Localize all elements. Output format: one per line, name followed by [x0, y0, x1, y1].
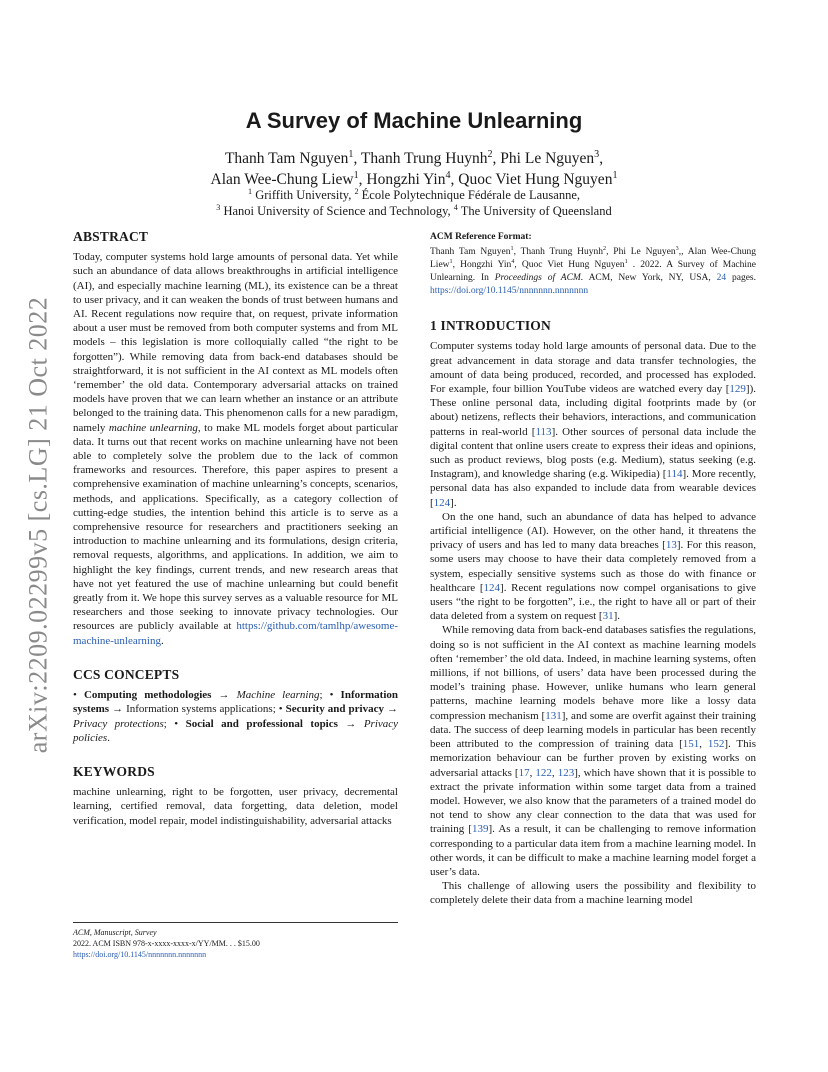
intro-heading: 1 INTRODUCTION — [430, 318, 551, 334]
intro-text: ]. Recent regulations now compel organisations to give users “the right to be forgotten”, i.e., the right to have all or part of their data deleted from a system on request [ — [430, 581, 756, 623]
intro-paragraph-2 — [430, 510, 756, 624]
abstract-emphasis: machine unlearning — [108, 421, 198, 434]
author-name: , Hongzhi Yin — [358, 171, 446, 188]
author-affil-mark: 2 — [487, 148, 493, 160]
acm-ref-mark: 1 — [510, 246, 514, 253]
ccs-sep: ; — [163, 717, 175, 730]
ccs-sep: . — [107, 731, 110, 744]
ccs-concepts — [73, 688, 398, 745]
arrow-icon: → — [211, 689, 237, 702]
citation-link[interactable]: 122 — [535, 766, 552, 779]
intro-text: , — [551, 766, 558, 779]
acm-ref-mark: 1 — [449, 259, 453, 266]
acm-ref-heading: ACM Reference Format: — [430, 232, 532, 242]
left-column — [73, 230, 398, 828]
abstract-heading: ABSTRACT — [73, 229, 149, 244]
citation-link[interactable]: 17 — [518, 766, 530, 779]
affiliation-line-2 — [0, 203, 828, 219]
acm-ref-mark: 1 — [624, 259, 628, 266]
citation-link[interactable]: 123 — [557, 766, 575, 779]
citation-link[interactable]: 31 — [602, 610, 614, 623]
author-affil-mark: 1 — [348, 148, 354, 160]
author-affil-mark: 1 — [612, 169, 618, 181]
affiliation: The University of Queensland — [457, 204, 612, 218]
acm-ref-text — [430, 246, 756, 298]
intro-text: Computer systems today hold large amounts of personal data. Due to the great advancement in data storage and data transfer technologies, the amount of data being produced, recorded, and processed has exploded. For example, four billion YouTube videos are watched every day [ — [430, 340, 756, 396]
affiliation-line-1 — [0, 187, 828, 203]
ccs-bullet: • — [278, 703, 286, 716]
affiliation: Hanoi University of Science and Technology, — [220, 204, 454, 218]
affiliation: École Polytechnique Fédérale de Lausanne, — [358, 188, 580, 202]
footnote-venue: ACM, Manuscript, Survey — [73, 928, 157, 937]
paper-title: A Survey of Machine Unlearning — [245, 108, 583, 133]
author-affil-mark: 4 — [445, 169, 451, 181]
acm-ref-part: Thanh Tam Nguyen — [430, 247, 511, 258]
acm-ref-part: ACM, New York, NY, USA, — [583, 273, 717, 284]
author-line-1 — [0, 148, 828, 169]
arrow-icon: → — [109, 703, 127, 716]
arrow-icon: → — [337, 717, 364, 730]
abstract-end: . — [160, 634, 164, 647]
affiliation: Griffith University, — [252, 188, 355, 202]
author-name: , Quoc Viet Hung Nguyen — [450, 171, 613, 188]
ccs-category: Social and professional topics — [185, 717, 338, 730]
footnote — [73, 922, 398, 960]
acm-ref-part: , Hongzhi Yin — [452, 260, 512, 271]
right-column — [430, 230, 756, 908]
arrow-icon: → — [383, 703, 399, 716]
intro-paragraph-3 — [430, 623, 756, 879]
ccs-category: Security and privacy — [285, 703, 384, 716]
author-affil-mark: 3 — [594, 148, 600, 160]
ccs-subcategory: Machine learning — [236, 689, 320, 702]
acm-ref-part: pages. — [726, 273, 756, 284]
intro-text: ]. This memorization behaviour can be further proven by existing works on adversarial attacks [ — [430, 738, 756, 779]
intro-text: ], and some are overfit against their training data. The success of deep learning models in particular has been recently been attributed to the compression of training data [ — [430, 709, 756, 751]
author-list — [0, 148, 828, 190]
citation-link[interactable]: 151 — [682, 738, 700, 751]
citation-link[interactable]: 129 — [729, 383, 746, 396]
intro-text: ]). These online personal data, including digital footprints made by (or about) netizens, reflects their behaviors, interactions, and communication patterns in real-world [ — [430, 383, 756, 438]
intro-text: , — [699, 738, 708, 751]
citation-link[interactable]: 114 — [666, 468, 683, 481]
affil-mark: 1 — [248, 186, 253, 196]
author-name: , Thanh Trung Huynh — [353, 150, 488, 167]
acm-ref-mark: 4 — [511, 259, 515, 266]
citation-link[interactable]: 131 — [545, 709, 562, 722]
abstract-text — [73, 250, 398, 648]
ccs-subcategory: Privacy policies — [73, 717, 399, 744]
github-link[interactable]: https://github.com/tamlhp/awesome-machine-unlearning — [73, 620, 398, 647]
intro-paragraph-4: This challenge of allowing users the possibility and flexibility to completely delete their data from a machine learning model — [430, 880, 756, 907]
acm-ref-doi-link[interactable]: https://doi.org/10.1145/nnnnnnn.nnnnnnn — [430, 286, 589, 297]
footnote-isbn: 2022. ACM ISBN 978-x-xxxx-xxxx-x/YY/MM. . . $15.00 — [73, 939, 260, 948]
abstract-body: Today, computer systems hold large amounts of personal data. Yet while such an abundance of data allows breakthroughs in artificial intelligence (AI), and especially machine learning (ML), its existence can be a threat to user privacy, and it can weaken the bonds of trust between humans and AI. Recent regulations now require that, on request, private information about a user must be removed from both computer systems and from ML models – this legislation is more colloquially called “the right to be forgotten”). While removing data from back-end databases should be straightforward, it is not sufficient in the AI context as ML models often ‘remember’ the old data. Contemporary adversarial attacks on trained models have proven that we can learn whether an instance or an attribute belonged to the training data. This phenomenon calls for a new paradigm, namely — [73, 251, 398, 434]
intro-text: ]. More recently, personal data has also expanded to include data from wearable devices [ — [430, 468, 756, 509]
ccs-heading: CCS CONCEPTS — [73, 666, 180, 682]
abstract-body: , to make ML models forget about particular data. It turns out that recent works on machine unlearning have not been able to completely solve the problem due to the lack of common frameworks and resources. Therefore, this paper aspires to present a comprehensive examination of machine unlearning’s concepts, scenarios, methods, and applications. Specifically, as a category collection of cutting-edge studies, the intention behind this article is to serve as a comprehensive resource for researchers and practitioners seeking an introduction to machine unlearning and its formulations, design criteria, removal requests, algorithms, and applications. In addition, we aim to highlight the key findings, current trends, and new research areas that have not yet featured the use of machine unlearning but could benefit greatly from it. We hope this survey serves as a valuable resource for ML researchers and those seeking to innovate privacy technologies. Our resources are publicly available at — [73, 421, 399, 633]
ccs-subcategory: Information systems applications — [126, 703, 273, 716]
keywords-heading: KEYWORDS — [73, 763, 155, 779]
acm-ref-part: , Quoc Viet Hung Nguyen — [514, 260, 625, 271]
affil-mark: 3 — [216, 202, 221, 212]
citation-link[interactable]: 139 — [471, 823, 489, 836]
ccs-category: Computing methodologies — [83, 689, 212, 702]
acm-ref-part: , Thanh Trung Huynh — [513, 247, 604, 258]
intro-text: ]. — [613, 610, 621, 623]
intro-text: On the one hand, such an abundance of data has helped to advance artificial intelligence (AI). However, on the other hand, it threatens the privacy of users and has led to many data breaches [ — [430, 510, 756, 552]
author-name: Thanh Tam Nguyen — [224, 150, 349, 167]
arxiv-identifier: arXiv:2209.02299v5 [cs.LG] 21 Oct 2022 — [23, 296, 53, 754]
intro-text: While removing data from back-end databases satisfies the regulations, doing so is not sufficient in the AI context as machine learning models often ‘remember’ the old data. Indeed, in machine learning systems, often millions, if not billions, of users’ data have been processed during the model’s training phase. However, unlike humans who learn general patterns, machine learning models behave more like a lossy data compression mechanism [ — [430, 624, 756, 722]
citation-link[interactable]: 113 — [535, 425, 552, 438]
acm-ref-mark: 3 — [675, 246, 679, 253]
author-name: , Phi Le Nguyen — [492, 150, 595, 167]
citation-link[interactable]: 124 — [433, 496, 451, 509]
acm-ref-mark: 2 — [603, 246, 607, 253]
intro-text: , — [529, 766, 536, 779]
intro-text: ]. — [450, 496, 457, 509]
citation-link[interactable]: 124 — [483, 581, 501, 594]
intro-text: ]. Other sources of personal data include the digital content that online users create to express their ideas and opinions, such as product reviews, blog posts (e.g. Medium), status seeking (e.g. Instagram), and knowledge sharing (e.g. Wikipedia) [ — [430, 425, 756, 481]
acm-ref-part: ,, Alan Wee-Chung Liew — [430, 247, 756, 271]
ccs-subcategory: Privacy protections — [73, 717, 164, 730]
author-affil-mark: 1 — [353, 169, 359, 181]
ccs-bullet: • — [73, 689, 84, 702]
citation-link[interactable]: 13 — [665, 539, 677, 552]
intro-text: ]. For this reason, some users may choose to have their data completely removed from a system, especially sensitive systems such as those do with finance or healthcare [ — [430, 539, 756, 594]
acm-ref-venue: Proceedings of ACM. — [494, 273, 584, 284]
author-sep: , — [599, 150, 604, 167]
author-name: Alan Wee-Chung Liew — [210, 171, 354, 188]
acm-ref-pages-link[interactable]: 24 — [716, 273, 727, 284]
ccs-bullet: • — [174, 717, 186, 730]
acm-ref-part: . 2022. A Survey of Machine Unlearning. In — [430, 260, 756, 284]
affil-mark: 2 — [354, 186, 359, 196]
keywords-text: machine unlearning, right to be forgotten, user privacy, decremental learning, certified removal, data forgetting, data deletion, model verification, model repair, model indistinguishability, adversarial attacks — [73, 786, 398, 827]
ccs-sep: ; — [319, 689, 330, 702]
footnote-doi-link[interactable]: https://doi.org/10.1145/nnnnnnn.nnnnnnn — [73, 950, 207, 959]
ccs-bullet: • — [329, 689, 341, 702]
ccs-sep: ; — [272, 703, 279, 716]
affil-mark: 4 — [453, 202, 458, 212]
arxiv-stamp — [20, 290, 56, 760]
affiliation-list — [0, 187, 828, 219]
intro-text: ], which have shown that it is possible to extract the private information within some target data from a trained model. However, we also know that the parameters of a trained model do not tend to show any clear connection to the data that was used for training [ — [430, 766, 757, 836]
intro-text: ]. As a result, it can be challenging to remove information corresponding to a particular data item from a machine learning model. In other words, it can be difficult to make a machine learning model forget a user’s data. — [430, 823, 756, 878]
acm-ref-part: , Phi Le Nguyen — [606, 247, 676, 258]
intro-paragraph-1 — [430, 339, 756, 509]
ccs-category: Information systems — [73, 689, 398, 716]
citation-link[interactable]: 152 — [707, 738, 725, 751]
